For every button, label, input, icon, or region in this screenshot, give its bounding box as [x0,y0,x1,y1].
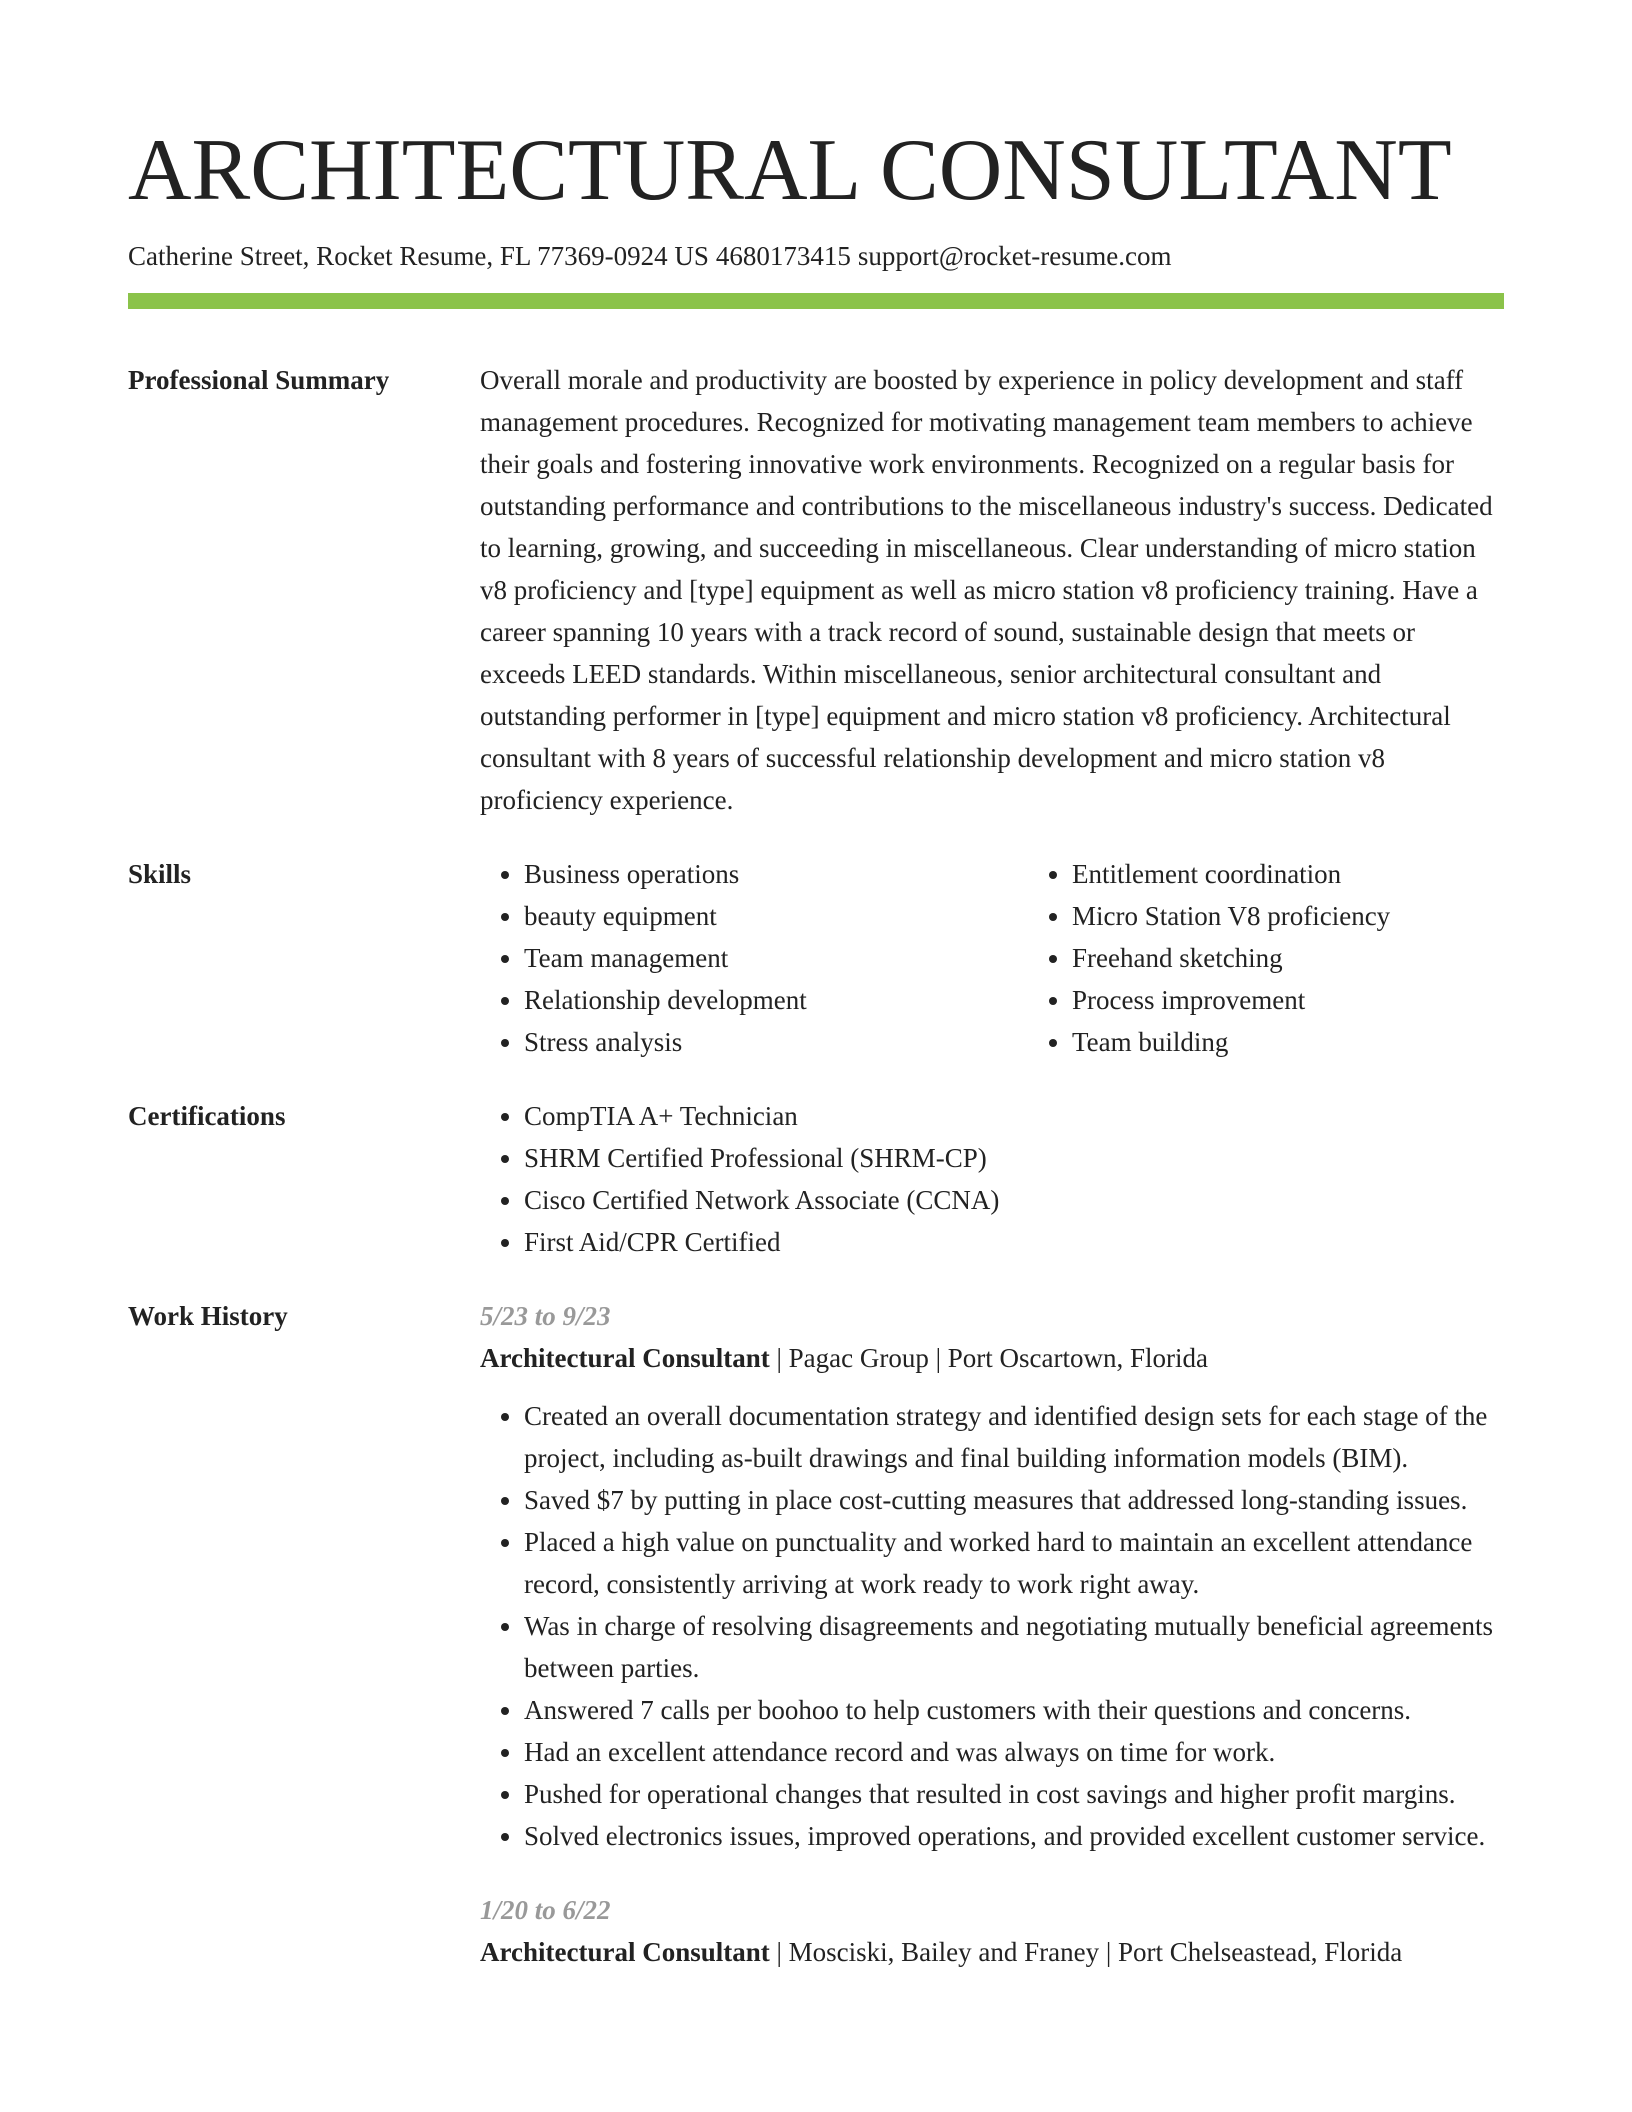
skill-item: • Relationship development [524,979,1028,1021]
job-entry [480,1889,1504,1973]
certification-item: • SHRM Certified Professional (SHRM-CP) [524,1137,1504,1179]
contact-phone: 4680173415 [715,241,851,271]
skill-item: • Stress analysis [524,1021,1028,1063]
section-heading-work-history: Work History [128,1301,288,1331]
skill-item: • Process improvement [1072,979,1576,1021]
section-heading-skills: Skills [128,859,192,889]
job-bullet: • Placed a high value on punctuality and worked hard to maintain an excellent attendance record, consistently arriving at work ready to work right away. [524,1521,1504,1605]
certifications-body [480,1095,1504,1263]
job-bullet: • Solved electronics issues, improved operations, and provided excellent customer service. [524,1815,1504,1857]
job-company: Mosciski, Bailey and Franey [788,1937,1100,1967]
skill-item: • Team management [524,937,1028,979]
certification-item: • Cisco Certified Network Associate (CCNA) [524,1179,1504,1221]
job-bullet: • Saved $7 by putting in place cost-cutting measures that addressed long-standing issues. [524,1479,1504,1521]
job-bullet: • Was in charge of resolving disagreements and negotiating mutually beneficial agreements between parties. [524,1605,1504,1689]
summary-text: Overall morale and productivity are boosted by experience in policy development and staff management procedures. Recognized for motivating management team members to achieve their goals and fostering innovative work environments. Recognized on a regular basis for outstanding performance and contributions to the miscellaneous industry's success. Dedicated to learning, growing, and succeeding in miscellaneous. Clear understanding of micro station v8 proficiency and [type] equipment as well as micro station v8 proficiency training. Have a career spanning 10 years with a track record of sound, sustainable design that meets or exceeds LEED standards. Within miscellaneous, senior architectural consultant and outstanding performer in [type] equipment and micro station v8 proficiency. Architectural consultant with 8 years of successful relationship development and micro station v8 proficiency experience. [480,365,1493,815]
job-separator: | [1099,1937,1119,1967]
contact-email: support@rocket-resume.com [857,241,1172,271]
skills-column-2 [1028,853,1576,1063]
resume-name: ARCHITECTURAL CONSULTANT [128,122,1452,219]
job-separator: | [769,1937,789,1967]
job-separator: | [928,1343,948,1373]
skills-section [128,853,1504,1063]
skill-item: • beauty equipment [524,895,1028,937]
work-history-section [128,1295,1504,1973]
job-heading [480,1337,1504,1379]
skill-item: • Micro Station V8 proficiency [1072,895,1576,937]
job-title: Architectural Consultant [480,1343,770,1373]
job-entry [480,1295,1504,1857]
contact-address: Catherine Street, Rocket Resume, FL 77369-0924 US [128,241,709,271]
header-divider [128,293,1504,309]
job-title: Architectural Consultant [480,1937,770,1967]
resume-page [128,0,1504,1973]
certification-item: • CompTIA A+ Technician [524,1095,1504,1137]
job-location: Port Chelseastead, Florida [1118,1937,1403,1967]
job-bullet: • Answered 7 calls per boohoo to help customers with their questions and concerns. [524,1689,1504,1731]
certifications-list [480,1095,1504,1263]
skill-item: • Team building [1072,1021,1576,1063]
job-dates: 1/20 to 6/22 [480,1895,611,1925]
summary-body [480,359,1504,821]
job-separator: | [769,1343,789,1373]
job-heading [480,1931,1504,1973]
job-bullets [480,1395,1504,1857]
contact-line [128,238,1504,274]
skill-item: • Freehand sketching [1072,937,1576,979]
skill-item: • Entitlement coordination [1072,853,1576,895]
job-bullet: • Created an overall documentation strategy and identified design sets for each stage of the project, including as-built drawings and final building information models (BIM). [524,1395,1504,1479]
job-bullet: • Had an excellent attendance record and was always on time for work. [524,1731,1504,1773]
section-heading-summary: Professional Summary [128,365,390,395]
job-company: Pagac Group [788,1343,929,1373]
job-location: Port Oscartown, Florida [947,1343,1208,1373]
certification-item: • First Aid/CPR Certified [524,1221,1504,1263]
section-heading-certifications: Certifications [128,1101,286,1131]
skill-item: • Business operations [524,853,1028,895]
job-bullet: • Pushed for operational changes that resulted in cost savings and higher profit margins. [524,1773,1504,1815]
skills-column-1 [480,853,1028,1063]
job-dates: 5/23 to 9/23 [480,1301,611,1331]
certifications-section [128,1095,1504,1263]
summary-section [128,359,1504,821]
work-history-body [480,1295,1504,1973]
skills-grid [480,853,1576,1063]
